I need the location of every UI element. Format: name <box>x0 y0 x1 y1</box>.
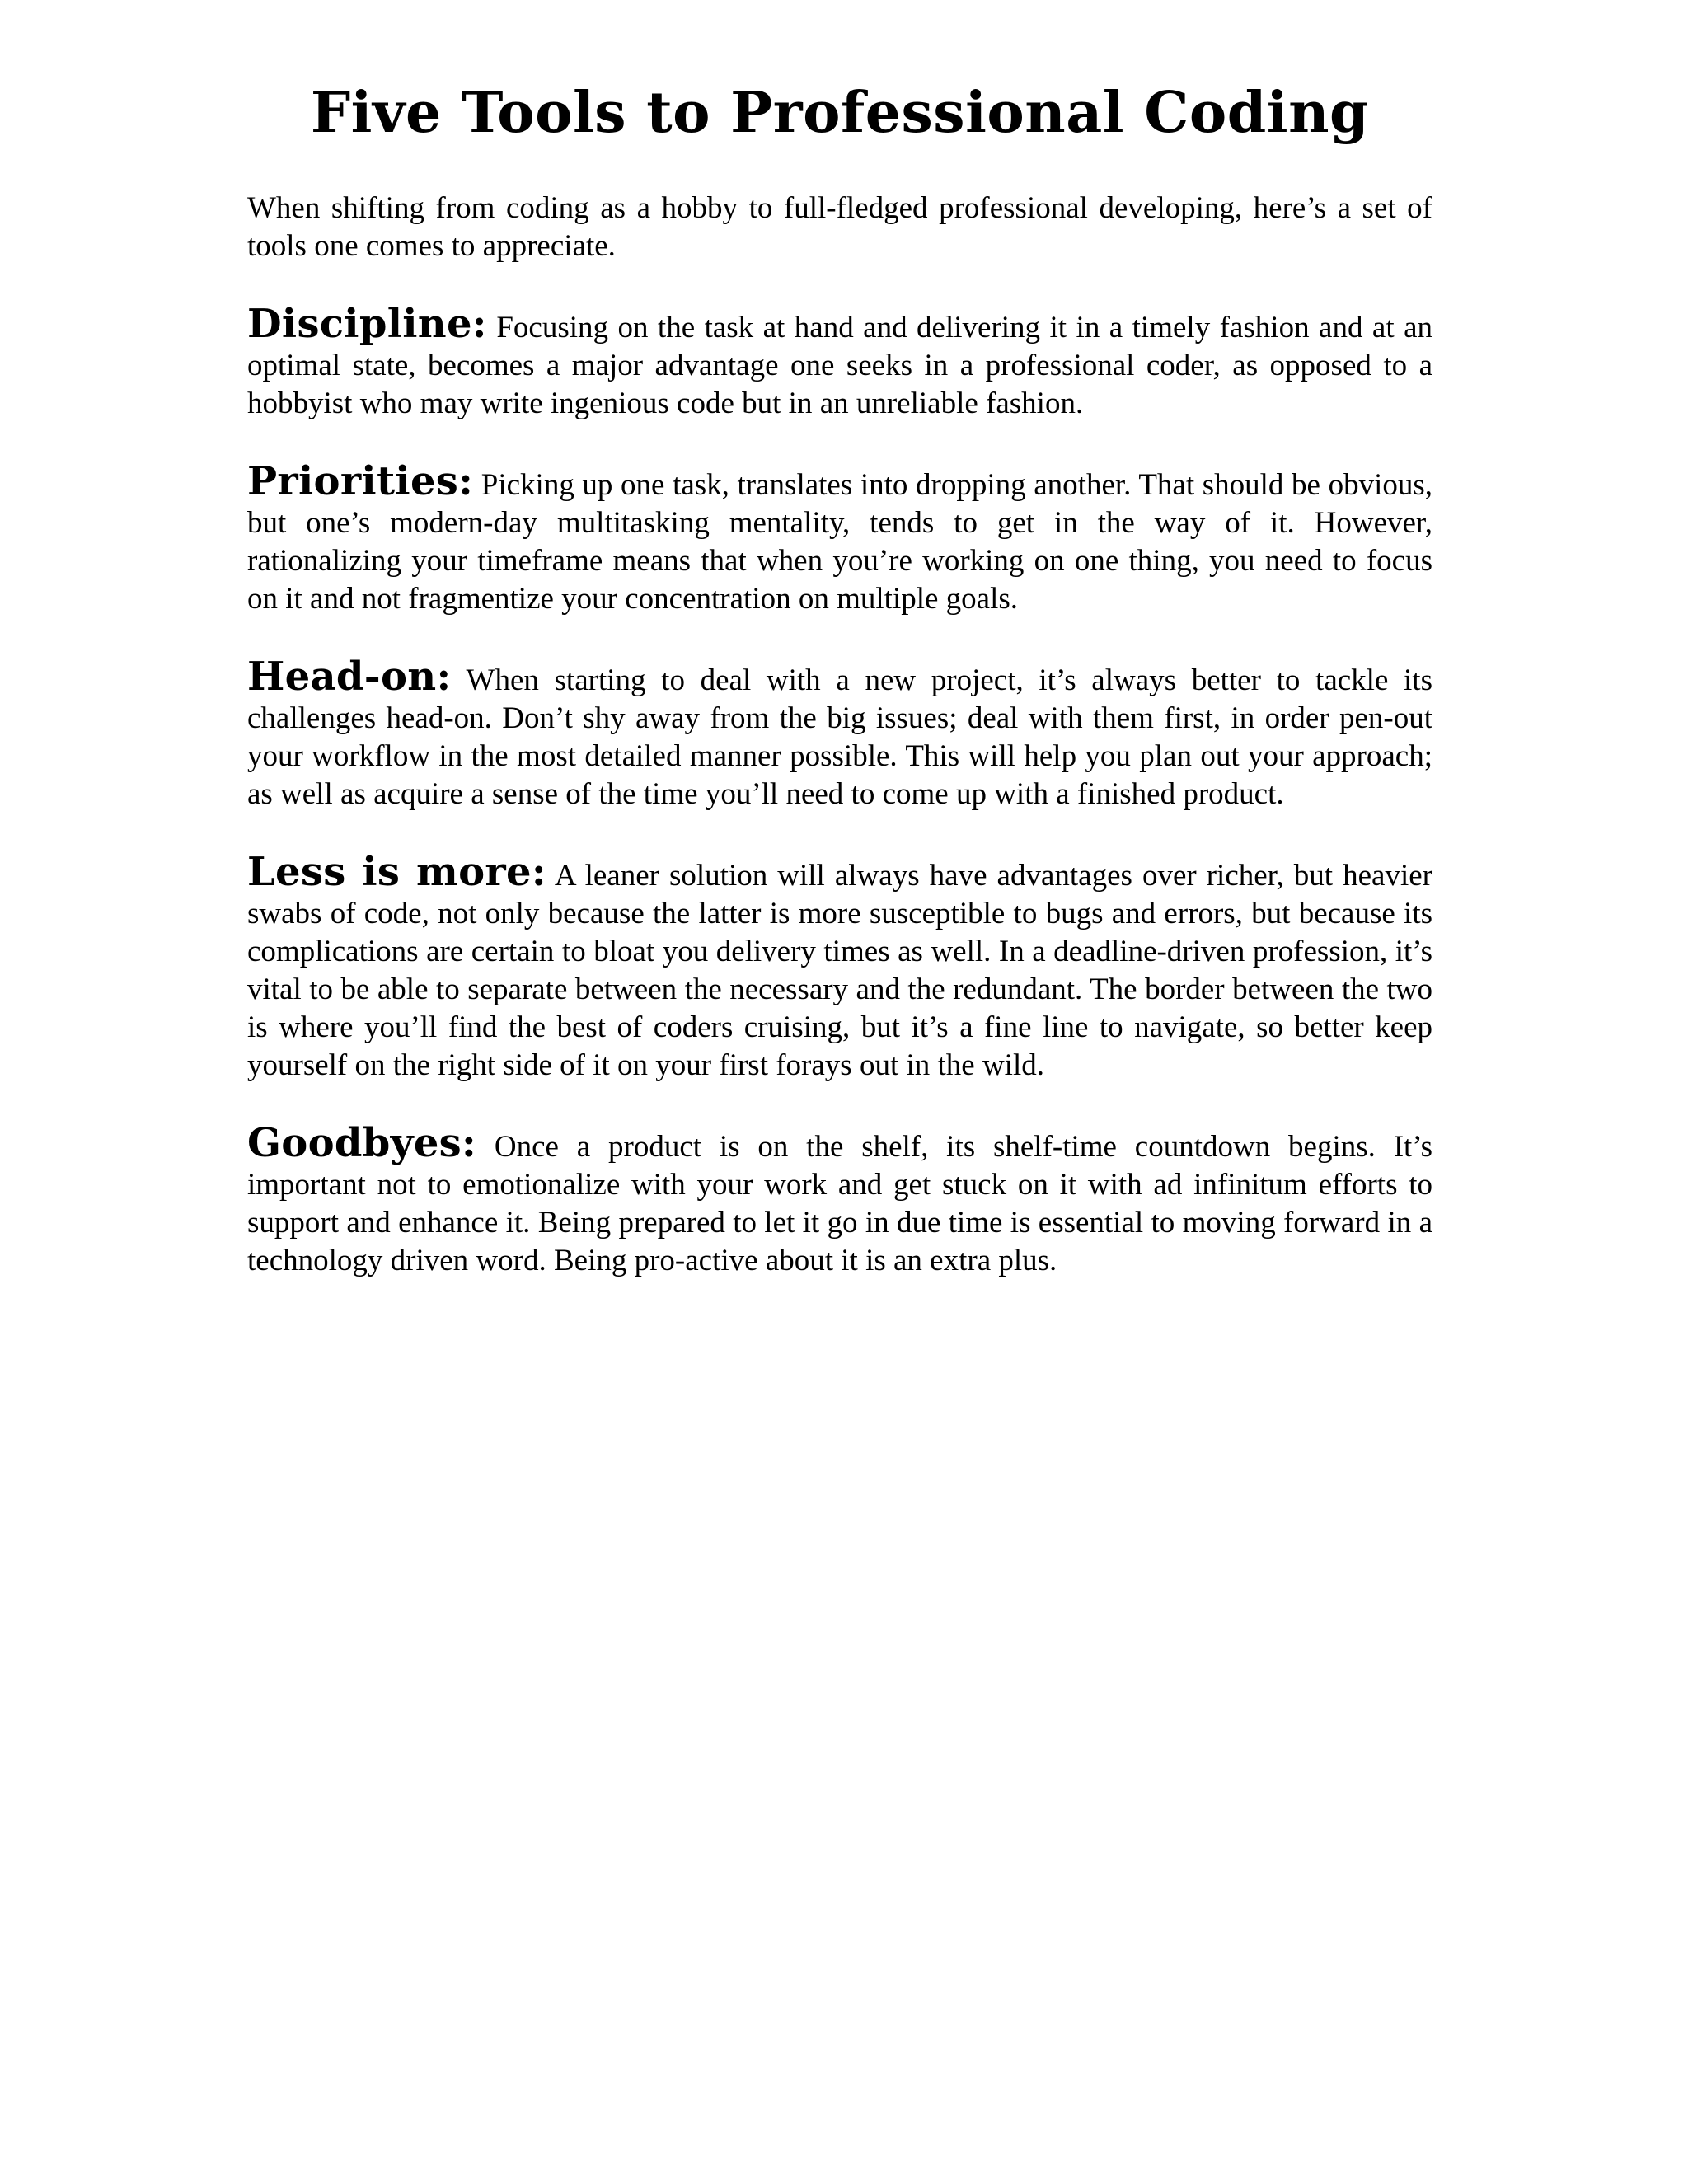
section-term: Discipline: <box>247 301 487 347</box>
section-term: Priorities: <box>247 458 474 504</box>
section-text: A leaner solution will always have advantages over richer, but heavier swabs of code, not only because the latter is more susceptible to bugs and errors, but because its complications are certain to bloat you delivery times as well. In a deadline-driven profession, it’s vital to be able to separate between the necessary and the redundant. The border between the two is where you’ll find the best of coders cruising, but it’s a fine line to navigate, so better keep yourself on the right side of it on your first forays out in the wild. <box>247 859 1432 1082</box>
section-priorities <box>247 458 1432 618</box>
section-term: Goodbyes: <box>247 1120 477 1166</box>
section-text: Focusing on the task at hand and delivering it in a timely fashion and at an optimal state, becomes a major advantage one seeks in a professional coder, as opposed to a hobbyist who may write ingenious code but in an unreliable fashion. <box>247 311 1433 420</box>
document-page <box>247 79 1432 1319</box>
intro-paragraph: When shifting from coding as a hobby to full-fledged professional developing, here’s a set of tools one comes to appreciate. <box>247 191 1432 263</box>
section-goodbyes <box>247 1120 1432 1280</box>
section-text: Picking up one task, translates into dropping another. That should be obvious, but one’s modern-day multitasking mentality, tends to get in the way of it. However, rationalizing your timeframe means that when you’re working on one thing, you need to focus on it and not fragmentize your concentration on multiple goals. <box>247 468 1432 616</box>
section-text: Once a product is on the shelf, its shelf-time countdown begins. It’s important not to emotionalize with your work and get stuck on it with ad infinitum efforts to support and enhance it. Being prepared to let it go in due time is essential to moving forward in a technology driven word. Being pro-active about it is an extra plus. <box>247 1130 1432 1277</box>
section-term: Less is more: <box>247 849 546 895</box>
page-title: Five Tools to Professional Coding <box>310 80 1370 146</box>
section-less-is-more <box>247 849 1432 1085</box>
section-head-on <box>247 654 1432 813</box>
section-discipline <box>247 301 1433 423</box>
section-text: When starting to deal with a new project, it’s always better to tackle its challenges head-on. Don’t shy away from the big issues; deal with them first, in order pen-out your workflow in the most detailed manner possible. This will help you plan out your approach; as well as acquire a sense of the time you’ll need to come up with a finished product. <box>247 663 1432 811</box>
section-term: Head-on: <box>247 654 452 700</box>
